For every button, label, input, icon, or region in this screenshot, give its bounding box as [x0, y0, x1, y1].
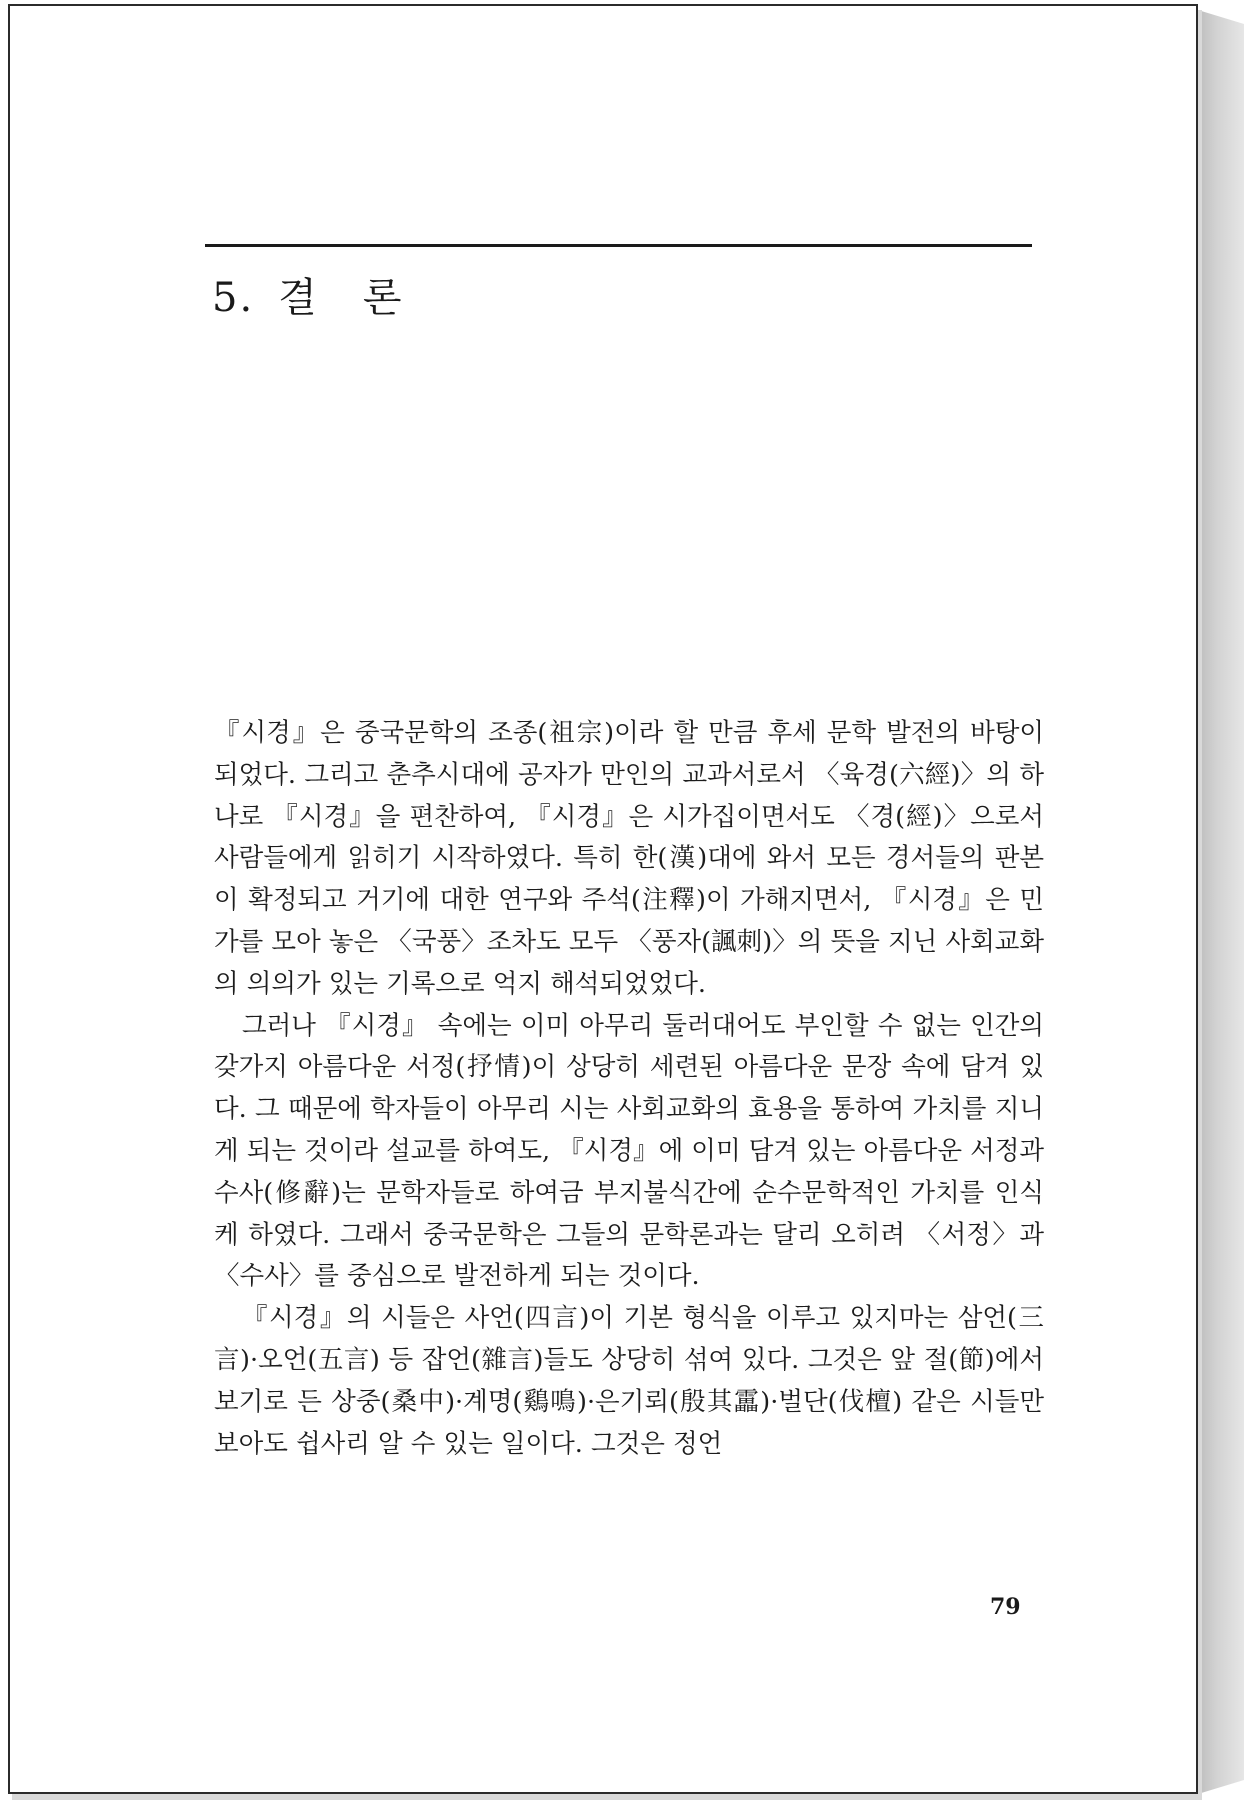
chapter-number: 5.	[212, 275, 255, 321]
chapter-title-part1: 결	[278, 275, 319, 321]
paragraph-1: 『시경』은 중국문학의 조종(祖宗)이라 할 만큼 후세 문학 발전의 바탕이 되었다. 그리고 춘추시대에 공자가 만인의 교과서로서 〈육경(六經)〉의 하나로 『시경』을 편찬하여, 『시경』은 시가집이면서도 〈경(經)〉으로서 사람들에게 읽히기 시작하였다. 특히 한(漢)대에 와서 모든 경서들의 판본이 확정되고 거기에 대한 연구와 주석(注釋)이 가해지면서, 『시경』은 민가를 모아 놓은 〈국풍〉조차도 모두 〈풍자(諷刺)〉의 뜻을 지닌 사회교화의 의의가 있는 기록으로 억지 해석되었었다.	[214, 718, 1044, 999]
chapter-title-part2: 론	[362, 275, 404, 321]
chapter-title	[212, 266, 403, 323]
book-spine	[1198, 10, 1244, 1794]
paragraph-3: 『시경』의 시들은 사언(四言)이 기본 형식을 이루고 있지마는 삼언(三言)·오언(五言) 등 잡언(雜言)들도 상당히 섞여 있다. 그것은 앞 절(節)에서 보기로 든 상중(桑中)·계명(鷄鳴)·은기뢰(殷其靁)·벌단(伐檀) 같은 시들만 보아도 쉽사리 알 수 있는 일이다. 그것은 정언	[214, 1303, 1044, 1459]
chapter-rule	[205, 244, 1032, 247]
body-text	[214, 713, 1044, 1465]
paragraph-2: 그러나 『시경』 속에는 이미 아무리 둘러대어도 부인할 수 없는 인간의 갖가지 아름다운 서정(抒情)이 상당히 세련된 아름다운 문장 속에 담겨 있다. 그 때문에 학자들이 아무리 시는 사회교화의 효용을 통하여 가치를 지니게 되는 것이라 설교를 하여도, 『시경』에 이미 담겨 있는 아름다운 서정과 수사(修辭)는 문학자들로 하여금 부지불식간에 순수문학적인 가치를 인식케 하였다. 그래서 중국문학은 그들의 문학론과는 달리 오히려 〈서정〉과 〈수사〉를 중심으로 발전하게 되는 것이다.	[214, 1010, 1044, 1292]
page-number: 79	[990, 1594, 1021, 1620]
